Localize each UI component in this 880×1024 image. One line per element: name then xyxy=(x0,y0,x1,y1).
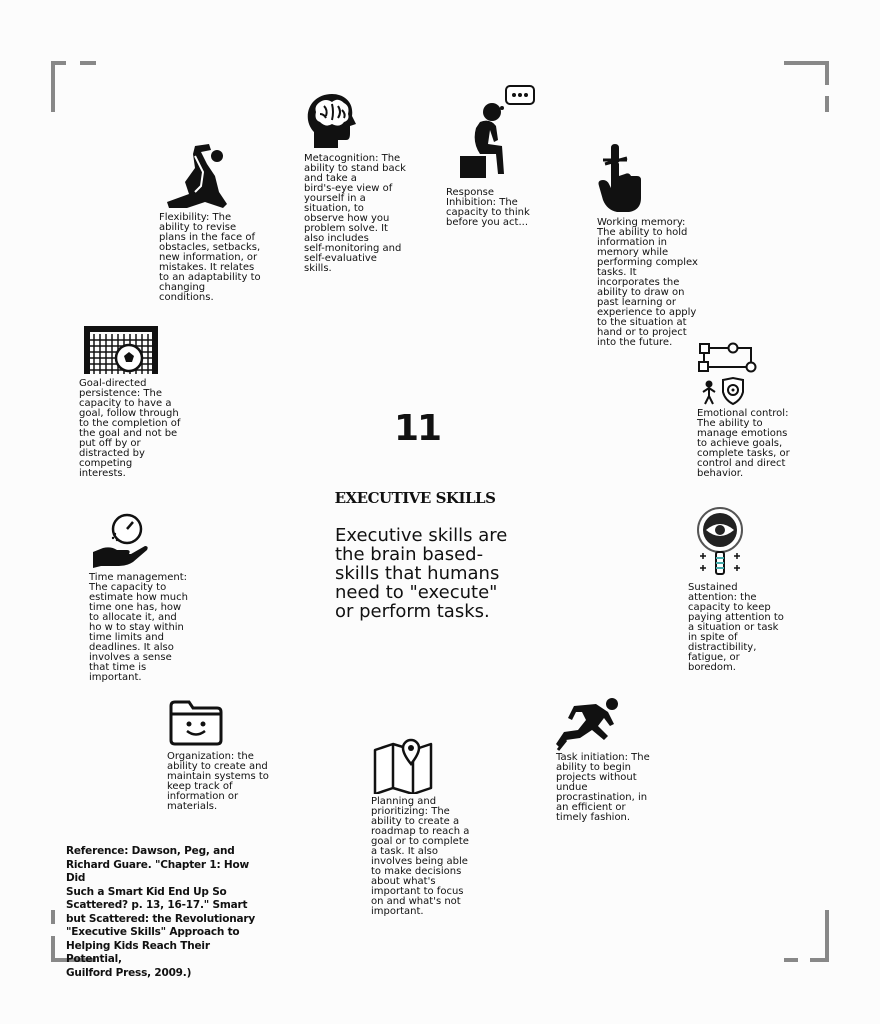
skill-description: Metacognition: The ability to stand back and take a bird's-eye view of yourself in a situation, to observe how you problem solve. It also includes self-monitoring and self-evaluative skills. xyxy=(304,153,406,274)
frame-corner-bottom-right xyxy=(780,910,830,964)
skill-description: Response Inhibition: The capacity to think before you act... xyxy=(446,187,530,228)
sprinting-runner-icon xyxy=(556,696,622,752)
thinking-person-icon xyxy=(458,84,538,184)
skill-description: Time management: The capacity to estimate how much time one has, how to allocate it, and ho w to stay within time limits and deadlines. It also involves a sense that time is important. xyxy=(89,572,188,683)
skill-description: Organization: the ability to create and maintain systems to keep track of information or materials. xyxy=(167,751,269,812)
yoga-pose-icon xyxy=(165,142,227,210)
map-pin-icon xyxy=(373,736,435,794)
finger-string-reminder-icon xyxy=(597,142,645,214)
hand-stopwatch-icon xyxy=(91,512,149,570)
skill-description: Planning and prioritizing: The ability to create a roadmap to reach a goal or to complete a task. It also involves being able to make decisions about what's important to focus on and what's not important. xyxy=(371,796,470,917)
eye-magnifier-icon xyxy=(694,506,750,578)
skill-description: Sustained attention: the capacity to keep paying attention to a situation or task in spite of distractibility, fatigue, or boredom. xyxy=(688,582,784,673)
flowchart-person-icon xyxy=(697,342,759,406)
skill-description: Goal-directed persistence: The capacity to have a goal, follow through to the completion of the goal and not be put off by or distracted by competing interests. xyxy=(79,378,181,479)
brain-head-icon xyxy=(304,92,360,152)
intro-text: Executive skills are the brain based- skills that humans need to "execute" or perform tasks. xyxy=(335,525,508,622)
skill-description: Flexibility: The ability to revise plans in the face of obstacles, setbacks, new information, or mistakes. It relates to an adaptability to changing conditions. xyxy=(159,212,261,303)
skill-description: Emotional control: The ability to manage emotions to achieve goals, complete tasks, or control and direct behavior. xyxy=(697,408,790,479)
skills-count: 11 xyxy=(393,408,441,449)
frame-corner-top-right xyxy=(780,60,830,112)
reference-citation: Reference: Dawson, Peg, and Richard Guare. "Chapter 1: How Did Such a Smart Kid End Up So Scattered? p. 13, 16-17." Smart but Scattered: the Revolutionary "Executive Skills" Approach to Helping Kids Reach Their Potential, Guilford Press, 2009.) xyxy=(66,845,255,979)
smiling-folder-icon xyxy=(167,698,225,748)
page-title: EXECUTIVE SKILLS xyxy=(334,489,496,507)
skill-description: Working memory: The ability to hold information in memory while performing complex tasks. It incorporates the ability to draw on past learning or experience to apply to the situation at hand or to project into the future. xyxy=(597,217,698,348)
soccer-goal-icon xyxy=(82,324,160,376)
skill-description: Task initiation: The ability to begin projects without undue procrastination, in an efficient or timely fashion. xyxy=(556,752,650,823)
frame-corner-top-left xyxy=(50,60,100,112)
